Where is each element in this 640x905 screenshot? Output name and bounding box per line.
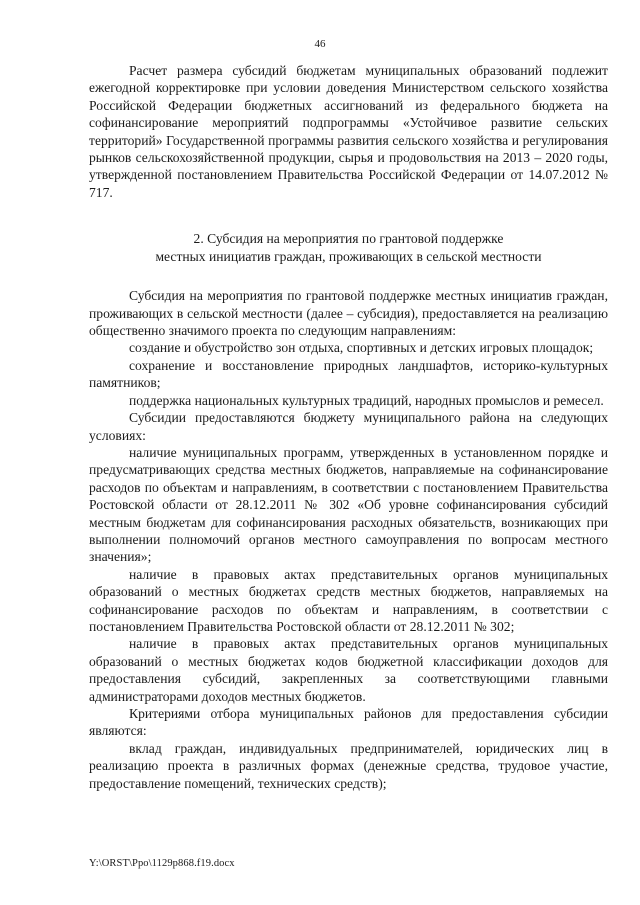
section-heading-line: 2. Субсидия на мероприятия по грантовой поддержке	[193, 231, 504, 247]
list-item: наличие в правовых актах представительных органов муниципальных образований о местных бюджетах кодов бюджетной классификации доходов для предоставления субсидий, закрепленных за соответствующими главными администраторами доходов местных бюджетов.	[89, 636, 608, 704]
list-item: сохранение и восстановление природных ландшафтов, историко-культурных памятников;	[89, 357, 608, 391]
list-item: наличие в правовых актах представительных органов муниципальных образований о местных бюджетах средств местных бюджетов, направляемых на софинансирование расходов по объектам и направлениям, в соответствии с постановлением Правительства Ростовской области от 28.12.2011 № 302;	[89, 566, 608, 634]
list-item: поддержка национальных культурных традиций, народных промыслов и ремесел.	[129, 392, 604, 408]
list-item: вклад граждан, индивидуальных предпринимателей, юридических лиц в реализацию проекта в различных формах (денежные средства, трудовое участие, предоставление помещений, технических средств);	[89, 740, 608, 791]
section-heading	[89, 230, 608, 266]
paragraph: Критериями отбора муниципальных районов для предоставления субсидии являются:	[89, 706, 608, 739]
paragraph: Расчет размера субсидий бюджетам муниципальных образований подлежит ежегодной корректировке при условии доведения Министерством сельского хозяйства Российской Федерации бюджетных ассигнований из федерального бюджета на софинансирование мероприятий подпрограммы «Устойчивое развитие сельских территорий» Государственной программы развития сельского хозяйства и регулирования рынков сельскохозяйственной продукции, сырья и продовольствия на 2013 – 2020 годы, утвержденной постановлением Правительства Российской Федерации от 14.07.2012 № 717.	[89, 63, 608, 200]
paragraph: Субсидия на мероприятия по грантовой поддержке местных инициатив граждан, проживающих в сельской местности (далее – субсидия), предоставляется на реализацию общественно значимого проекта по следующим направлениям:	[89, 288, 608, 339]
document-body	[89, 62, 608, 792]
footer-file-path: Y:\ORST\Ppo\1129p868.f19.docx	[89, 858, 235, 869]
paragraph: Субсидии предоставляются бюджету муниципального района на следующих условиях:	[89, 410, 608, 443]
section-heading-line: местных инициатив граждан, проживающих в сельской местности	[155, 249, 542, 265]
page-number: 46	[314, 38, 326, 50]
list-item: наличие муниципальных программ, утвержденных в установленном порядке и предусматривающих средства местных бюджетов, направляемые на софинансирование расходов по объектам и направлениям, в соответствии с постановлением Правительства Ростовской области от 28.12.2011 № 302 «Об уровне софинансирования субсидий местным бюджетам для софинансирования расходных обязательств, возникающих при выполнении полномочий органов местного самоуправления по вопросам местного значения»;	[89, 444, 608, 565]
list-item: создание и обустройство зон отдыха, спортивных и детских игровых площадок;	[129, 340, 594, 356]
